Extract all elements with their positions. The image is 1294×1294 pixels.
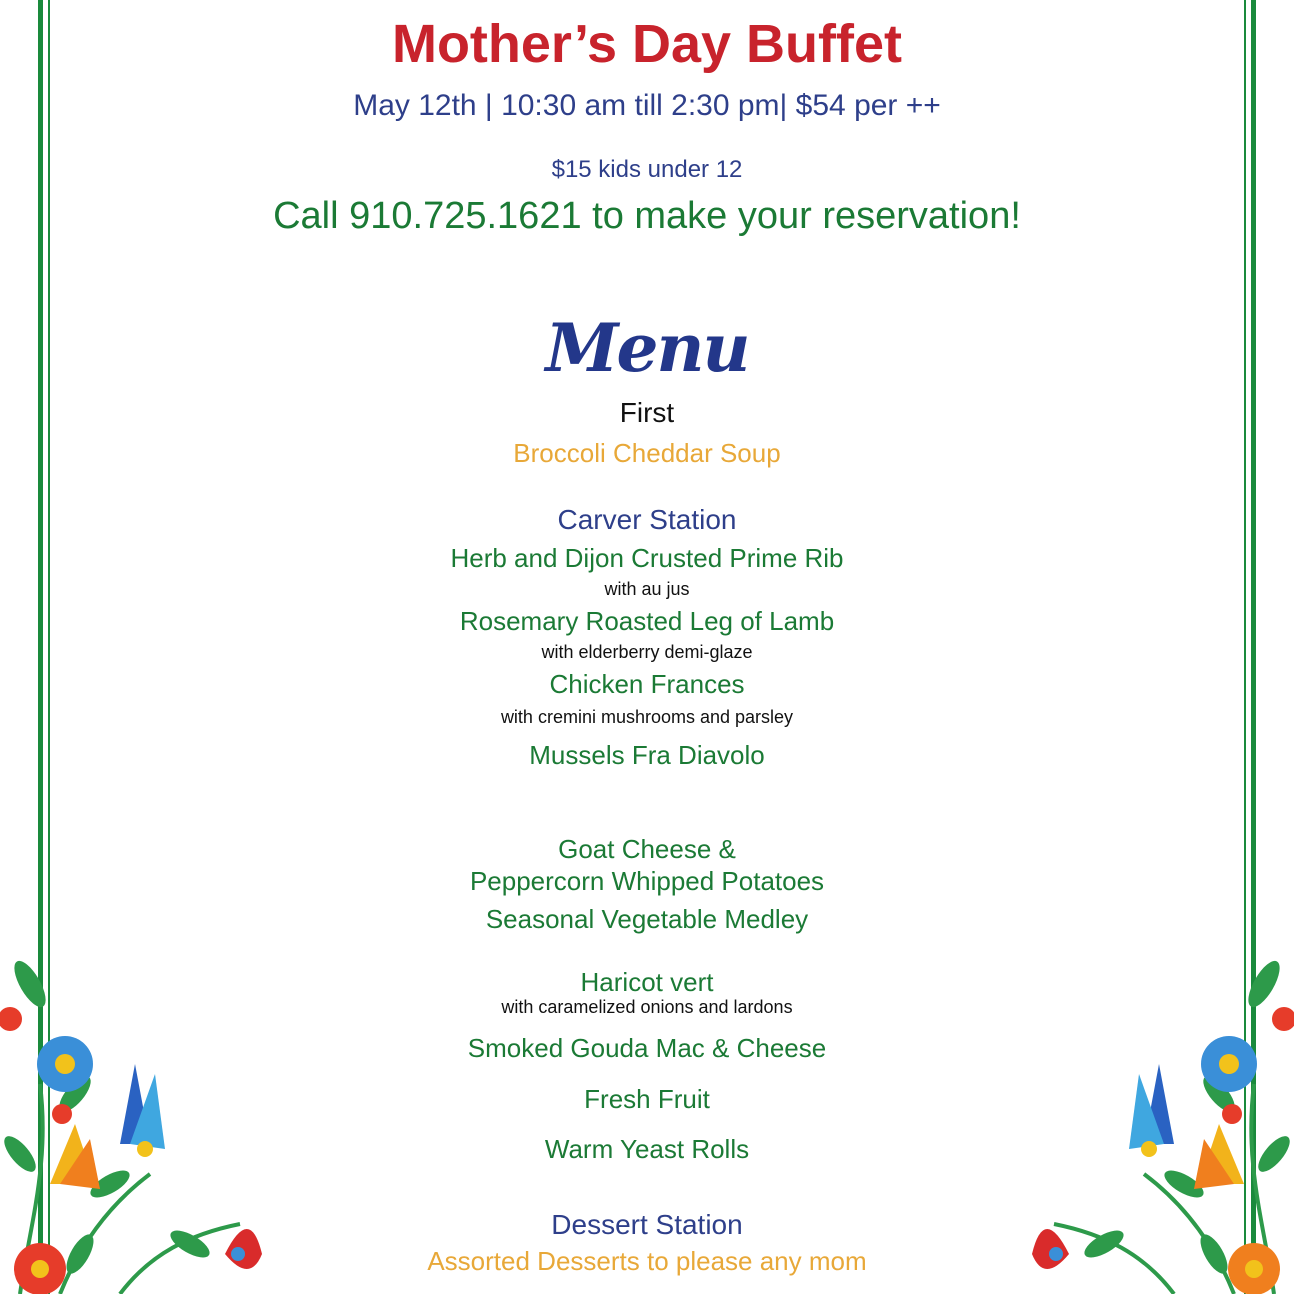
reservation-call: Call 910.725.1621 to make your reservation!: [273, 195, 1021, 237]
event-details: May 12th | 10:30 am till 2:30 pm| $54 per ++: [353, 89, 941, 122]
menu-item-vegetables: Seasonal Vegetable Medley: [485, 904, 809, 934]
yellow-flower-icon: [50, 1124, 100, 1189]
menu-note-demi-glaze: with elderberry demi-glaze: [541, 642, 753, 662]
menu-item-chicken: Chicken Frances: [549, 669, 745, 699]
menu-item-prime-rib: Herb and Dijon Crusted Prime Rib: [450, 543, 844, 573]
red-flower-icon: [14, 1243, 66, 1294]
menu-heading: Menu: [545, 309, 749, 387]
blue-flower-icon: [1201, 1036, 1257, 1092]
kids-price: $15 kids under 12: [551, 156, 743, 183]
menu-item-mac: Smoked Gouda Mac & Cheese: [467, 1033, 827, 1063]
menu-item-haricot: Haricot vert: [580, 967, 714, 997]
menu-item-soup: Broccoli Cheddar Soup: [513, 438, 781, 468]
floral-decoration-right: [1024, 924, 1294, 1294]
menu-item-rolls: Warm Yeast Rolls: [544, 1134, 750, 1164]
floral-decoration-left: [0, 924, 270, 1294]
blue-flower-icon: [120, 1064, 165, 1157]
menu-item-potatoes-line1: Goat Cheese &: [558, 834, 736, 864]
menu-note-mushrooms: with cremini mushrooms and parsley: [500, 707, 794, 727]
page-title: Mother’s Day Buffet: [391, 14, 903, 74]
section-dessert-label: Dessert Station: [551, 1209, 743, 1240]
menu-note-au-jus: with au jus: [604, 579, 690, 599]
menu-note-onions: with caramelized onions and lardons: [501, 997, 793, 1017]
menu-item-potatoes-line2: Peppercorn Whipped Potatoes: [469, 866, 825, 896]
yellow-flower-icon: [1194, 1124, 1244, 1189]
menu-item-fruit: Fresh Fruit: [584, 1084, 710, 1114]
red-flower-icon: [225, 1229, 262, 1269]
section-first-label: First: [619, 397, 675, 428]
menu-item-mussels: Mussels Fra Diavolo: [529, 740, 765, 770]
red-flower-icon: [1228, 1243, 1280, 1294]
menu-item-desserts: Assorted Desserts to please any mom: [427, 1246, 867, 1276]
blue-flower-icon: [1129, 1064, 1174, 1157]
menu-item-lamb: Rosemary Roasted Leg of Lamb: [459, 606, 835, 636]
blue-flower-icon: [37, 1036, 93, 1092]
red-flower-icon: [1032, 1229, 1069, 1269]
section-carver-label: Carver Station: [557, 504, 737, 535]
